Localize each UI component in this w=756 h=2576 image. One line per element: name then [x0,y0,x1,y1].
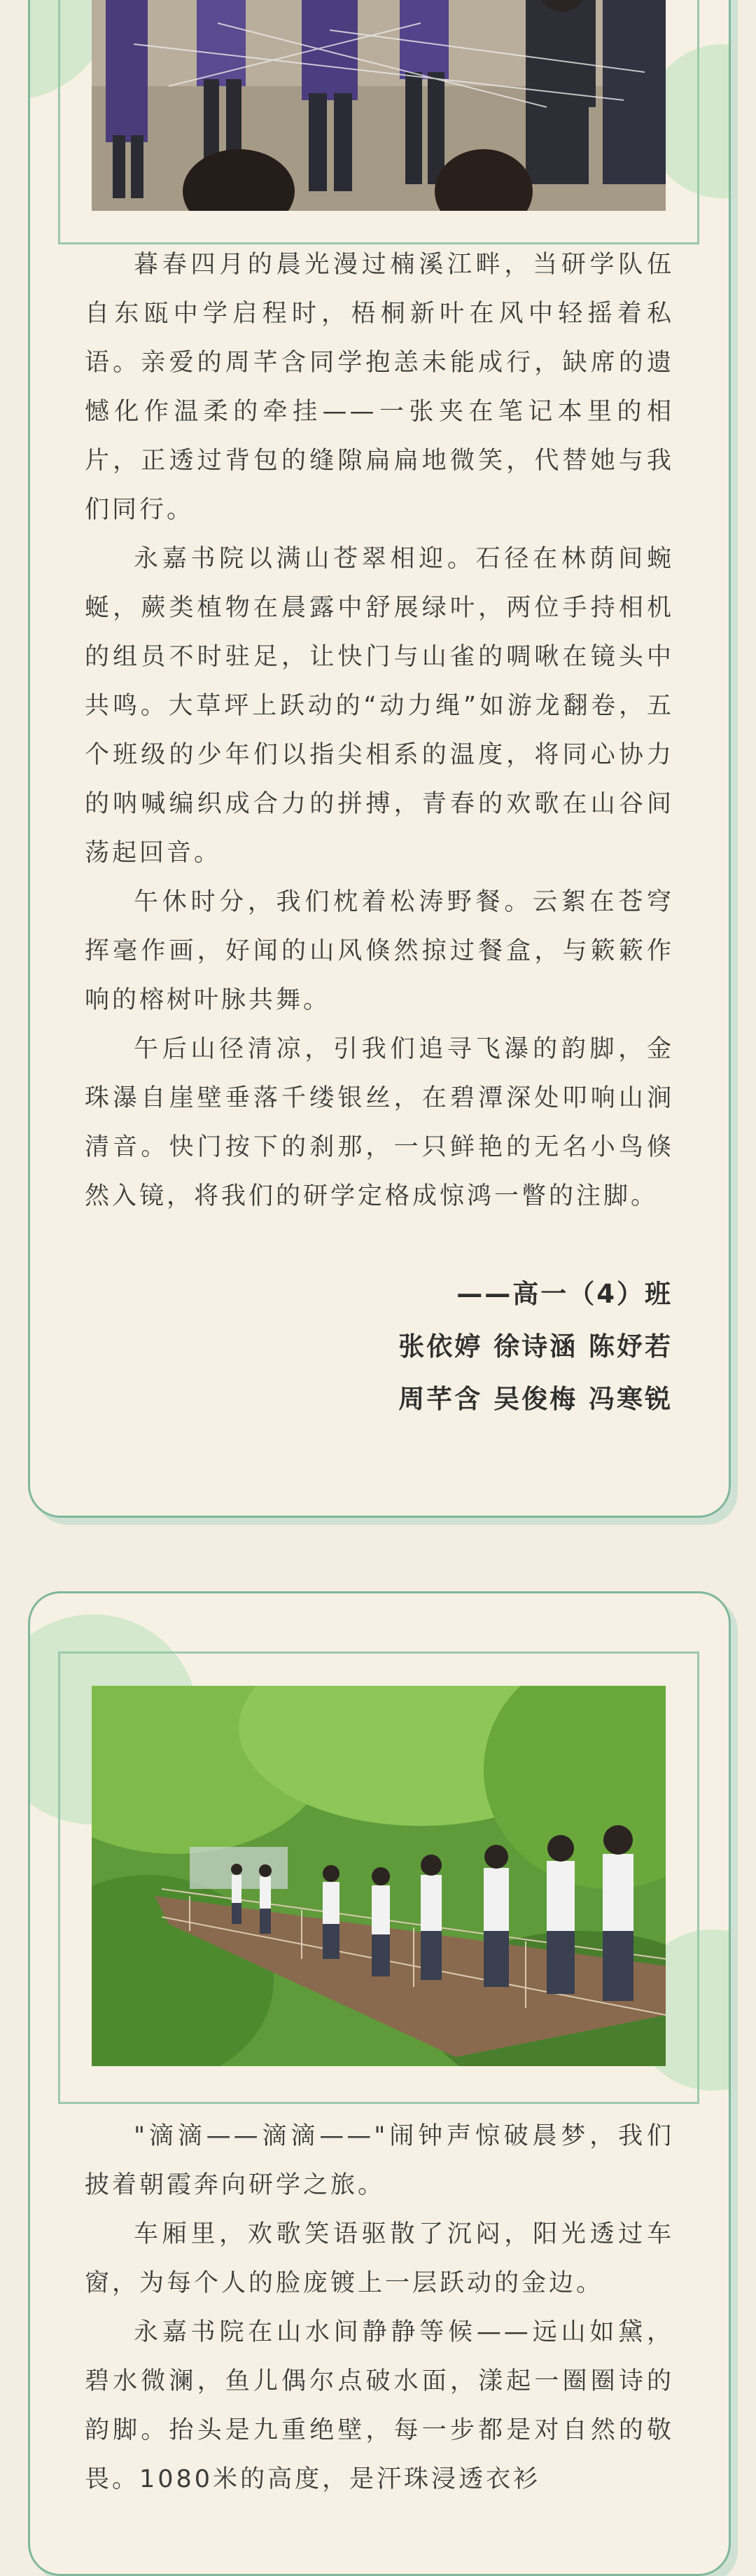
article-card-2 [28,1591,731,2576]
signature-class: ——高一（4）班 [456,1279,673,1309]
paragraph: 永嘉书院以满山苍翠相迎。石径在林荫间蜿蜒，蕨类植物在晨露中舒展绿叶，两位手持相机的组员不时驻足，让快门与山雀的啁啾在镜头中共鸣。大草坪上跃动的“动力绳”如游龙翻卷，五个班级的少年们以指尖相系的温度，将同心协力的呐喊编织成合力的拼搏，青春的欢歌在山谷间荡起回音。 [85,545,674,867]
suspension-bridge-photo [92,1686,666,2066]
signature [253,1268,673,1425]
paragraph: 午后山径清凉，引我们追寻飞瀑的韵脚，金珠瀑自崖壁垂落千缕银丝，在碧潭深处叩响山涧清音。快门按下的刹那，一只鲜艳的无名小鸟倏然入镜，将我们的研学定格成惊鸿一瞥的注脚。 [85,1035,674,1210]
paragraph: 暮春四月的晨光漫过楠溪江畔，当研学队伍自东瓯中学启程时，梧桐新叶在风中轻摇着私语。亲爱的周芊含同学抱恙未能成行，缺席的遗憾化作温柔的牵挂——一张夹在笔记本里的相片，正透过背包的缝隙扁扁地微笑，代替她与我们同行。 [85,251,674,524]
paragraph: 车厢里，欢歌笑语驱散了沉闷，阳光透过车窗，为每个人的脸庞镀上一层跃动的金边。 [85,2220,674,2297]
paragraph: 午休时分，我们枕着松涛野餐。云絮在苍穹挥毫作画，好闻的山风倏然掠过餐盒，与簌簌作响的榕树叶脉共舞。 [85,888,674,1014]
article-2-body [85,2112,674,2504]
paragraph: "滴滴——滴滴——"闹钟声惊破晨梦，我们披着朝霞奔向研学之旅。 [85,2122,674,2199]
article-1-body [85,240,674,1221]
group-activity-photo [92,0,666,211]
signature-names: 张依婷 徐诗涵 陈妤若 [398,1331,673,1362]
paragraph: 永嘉书院在山水间静静等候——远山如黛，碧水微澜，鱼儿偶尔点破水面，漾起一圈圈诗的韵脚。抬头是九重绝壁，每一步都是对自然的敬畏。1080米的高度，是汗珠浸透衣衫 [85,2318,674,2493]
signature-names: 周芊含 吴俊梅 冯寒锐 [398,1384,673,1414]
article-card-1 [28,0,731,1518]
